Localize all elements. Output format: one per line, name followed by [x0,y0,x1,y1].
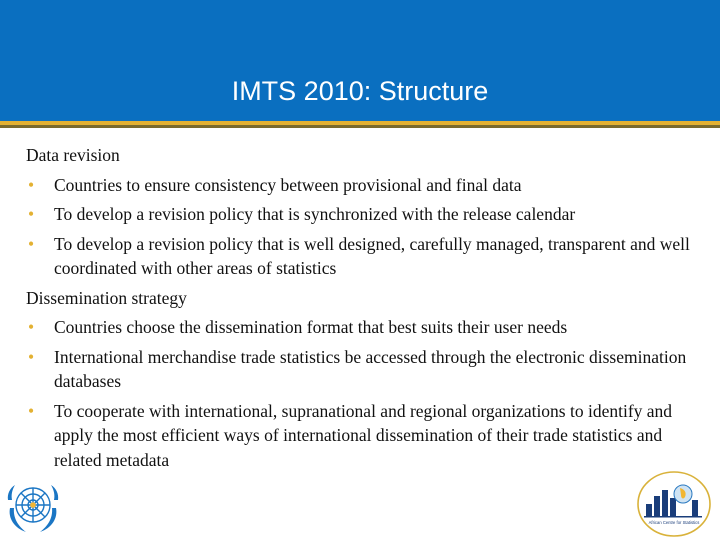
section-heading-data-revision: Data revision [26,145,120,165]
bullet-text: To develop a revision policy that is well designed, carefully managed, transparent and well coordinated with other areas of statistics [54,233,690,278]
bullet-item [26,399,706,473]
bullet-item [26,315,706,340]
bullet-text: To cooperate with international, supranational and regional organizations to identify and apply the most efficient ways of international dissemination of their trade statistics and related metadata [54,400,673,470]
bullet-item [26,173,706,198]
bullet-text: Countries choose the dissemination format that best suits their user needs [54,317,568,337]
bullet-icon: • [28,233,35,254]
acs-caption-text: African Centre for Statistics [648,520,700,525]
bullet-list-dissemination [26,315,706,472]
slide-body [26,143,706,477]
bullet-icon: • [28,204,35,224]
bullet-item [26,202,706,227]
african-centre-for-statistics-logo-icon [636,470,712,538]
bullet-icon: • [28,346,35,367]
bullet-item [26,345,706,394]
bullet-text: To develop a revision policy that is synchronized with the release calendar [54,204,576,224]
bullet-text: Countries to ensure consistency between provisional and final data [54,174,522,195]
bullet-text: International merchandise trade statistics be accessed through the electronic dissemination databases [54,346,687,391]
section-heading-dissemination: Dissemination strategy [26,287,187,308]
bullet-icon: • [28,317,35,337]
bullet-list-data-revision [26,173,706,281]
slide-title: IMTS 2010: Structure [231,76,489,106]
un-emblem-icon [4,478,62,536]
bullet-icon: • [28,400,35,421]
header-dark-rule [0,125,720,128]
bullet-icon: • [28,174,35,195]
bullet-item [26,232,706,281]
